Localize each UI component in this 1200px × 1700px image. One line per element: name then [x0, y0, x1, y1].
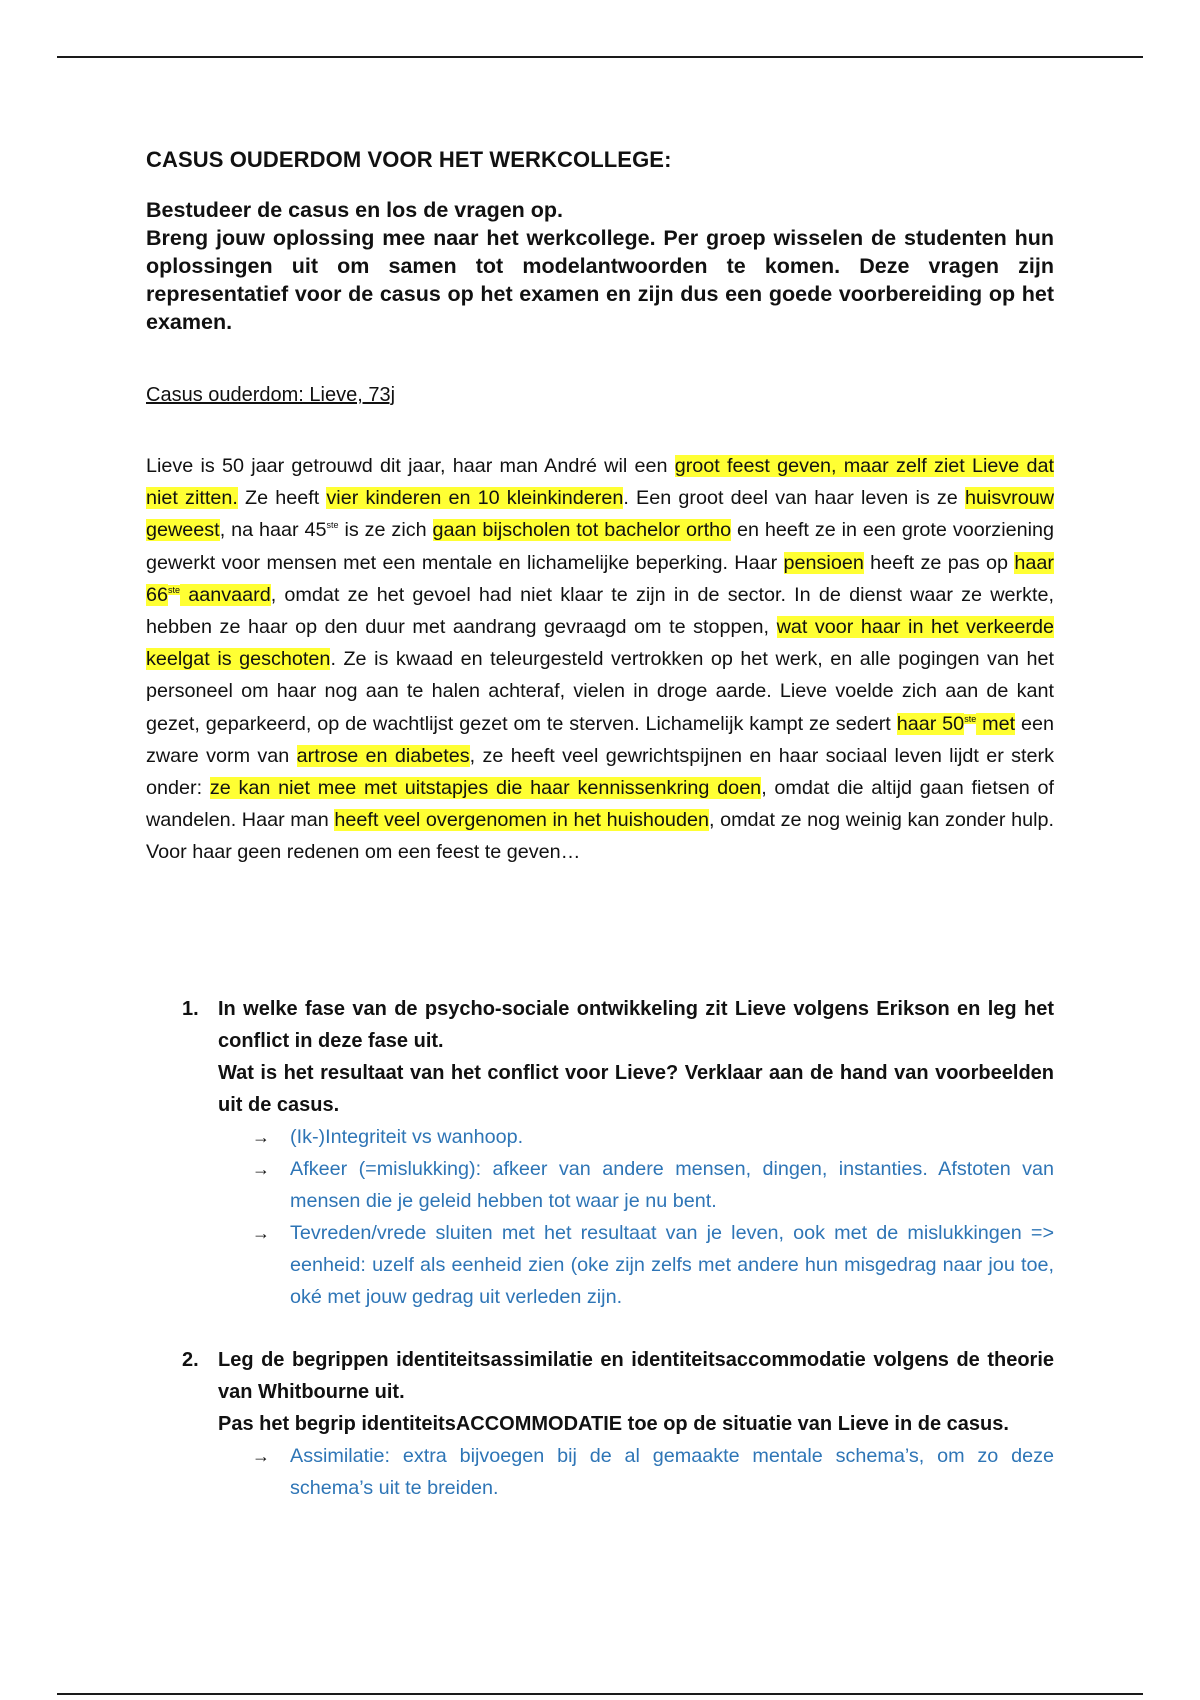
answer-list: [252, 1121, 1054, 1313]
question-number: 2.: [182, 1349, 199, 1371]
highlighted-text: wat voor haar in het verkeerde keelgat is geschoten: [146, 616, 1054, 671]
bottom-rule: [57, 1693, 1143, 1695]
question-number: 1.: [182, 998, 199, 1020]
arrow-icon: →: [252, 1223, 270, 1243]
case-text: , omdat ze nog weinig kan zonder hulp. Voor haar geen redenen om een feest te geven…: [146, 809, 1055, 864]
answer-text: Assimilatie: extra bijvoegen bij de al gemaakte mentale schema’s, om zo deze schema’s uit te breiden.: [290, 1445, 1054, 1499]
question-2: [146, 1344, 1054, 1504]
case-text: Ze heeft: [237, 487, 327, 510]
case-text: ste: [326, 520, 339, 531]
highlighted-text: aanvaard: [180, 583, 271, 606]
answer-item: [252, 1121, 1054, 1153]
case-text: en heeft ze in een grote voorziening gewerkt voor mensen met een mentale en lichamelijke beperking. Haar: [146, 519, 1054, 574]
answer-item: [252, 1153, 1054, 1217]
arrow-icon: →: [252, 1446, 270, 1466]
case-body: [146, 450, 1054, 869]
highlighted-text: heeft veel overgenomen in het huishouden: [334, 809, 709, 832]
highlighted-text: ze kan niet mee met uitstapjes die haar kennissenkring doen: [209, 777, 762, 800]
question-text-line: Leg de begrippen identiteitsassimilatie en identiteitsaccommodatie volgens de theorie van Whitbourne uit.: [218, 1349, 1054, 1403]
answer-text: Tevreden/vrede sluiten met het resultaat van je leven, ook met de mislukkingen => eenheid: uzelf als eenheid zien (oke zijn zelfs met andere hun misgedrag naar jou toe, oké met jouw gedrag uit verleden zijn.: [290, 1222, 1054, 1308]
document-title: CASUS OUDERDOM VOOR HET WERKCOLLEGE:: [146, 147, 672, 172]
highlighted-text: groot feest geven, maar zelf ziet Lieve dat niet zitten.: [146, 455, 1054, 510]
case-title: Casus ouderdom: Lieve, 73j: [146, 384, 396, 406]
highlighted-text: gaan bijscholen tot bachelor ortho: [432, 519, 732, 542]
highlighted-text: artrose en diabetes: [296, 744, 470, 767]
top-rule: [57, 56, 1143, 58]
case-text: is ze zich: [338, 519, 433, 542]
highlighted-text: haar 50: [896, 712, 965, 735]
question-text: [218, 993, 1054, 1121]
question-text: [218, 1344, 1054, 1440]
case-text: , ze heeft veel gewrichtspijnen en haar sociaal leven lijdt er sterk onder:: [146, 744, 1054, 800]
highlighted-text: vier kinderen en 10 kleinkinderen: [326, 487, 624, 510]
case-text: . Ze is kwaad en teleurgesteld vertrokken op het werk, en alle pogingen van het personeel om haar nog aan te halen achteraf, vielen in droge aarde. Lieve voelde zich aan de kant gezet, geparkeerd, op de wachtlijst gezet om te sterven. Lichamelijk kampt ze sedert: [146, 648, 1054, 735]
arrow-icon: →: [252, 1127, 270, 1147]
case-text: Lieve is 50 jaar getrouwd dit jaar, haar man André wil een: [146, 455, 675, 477]
answer-text: (Ik-)Integriteit vs wanhoop.: [290, 1126, 524, 1148]
instruction-line-2: Breng jouw oplossing mee naar het werkcollege. Per groep wisselen de studenten hun oplossingen uit om samen tot modelantwoorden te komen. Deze vragen zijn representatief voor de casus op het examen en zijn dus een goede voorbereiding op het examen.: [146, 226, 1054, 334]
answer-list: [252, 1440, 1054, 1504]
highlighted-text: met: [976, 712, 1016, 735]
answer-text: Afkeer (=mislukking): afkeer van andere mensen, dingen, instanties. Afstoten van mensen die je geleid hebben tot waar je nu bent.: [290, 1158, 1054, 1212]
question-text-line: Pas het begrip identiteitsACCOMMODATIE toe op de situatie van Lieve in de casus.: [218, 1413, 1009, 1435]
case-text: heeft ze pas op: [863, 551, 1015, 574]
case-text: , na haar 45: [219, 519, 327, 542]
highlighted-text: ste: [964, 713, 977, 724]
answer-item: [252, 1440, 1054, 1504]
instructions: [146, 196, 1054, 336]
instruction-line-1: Bestudeer de casus en los de vragen op.: [146, 198, 564, 222]
highlighted-text: haar 66: [146, 551, 1054, 606]
case-text: , omdat ze het gevoel had niet klaar te zijn in de sector. In de dienst waar ze werkte, hebben ze haar op den duur met aandrang gevraagd om te stoppen,: [146, 583, 1055, 639]
answer-item: [252, 1217, 1054, 1313]
case-text: een zware vorm van: [146, 712, 1054, 767]
highlighted-text: ste: [168, 584, 181, 595]
case-text: , omdat die altijd gaan fietsen of wandelen. Haar man: [146, 777, 1054, 832]
question-text-line: Wat is het resultaat van het conflict voor Lieve? Verklaar aan de hand van voorbeelden uit de casus.: [218, 1062, 1054, 1116]
question-text-line: In welke fase van de psycho-sociale ontwikkeling zit Lieve volgens Erikson en leg het conflict in deze fase uit.: [218, 998, 1054, 1052]
highlighted-text: pensioen: [783, 551, 864, 574]
highlighted-text: huisvrouw geweest: [146, 487, 1055, 542]
case-text: . Een groot deel van haar leven is ze: [623, 487, 965, 510]
arrow-icon: →: [252, 1159, 270, 1179]
question-1: [146, 993, 1054, 1313]
